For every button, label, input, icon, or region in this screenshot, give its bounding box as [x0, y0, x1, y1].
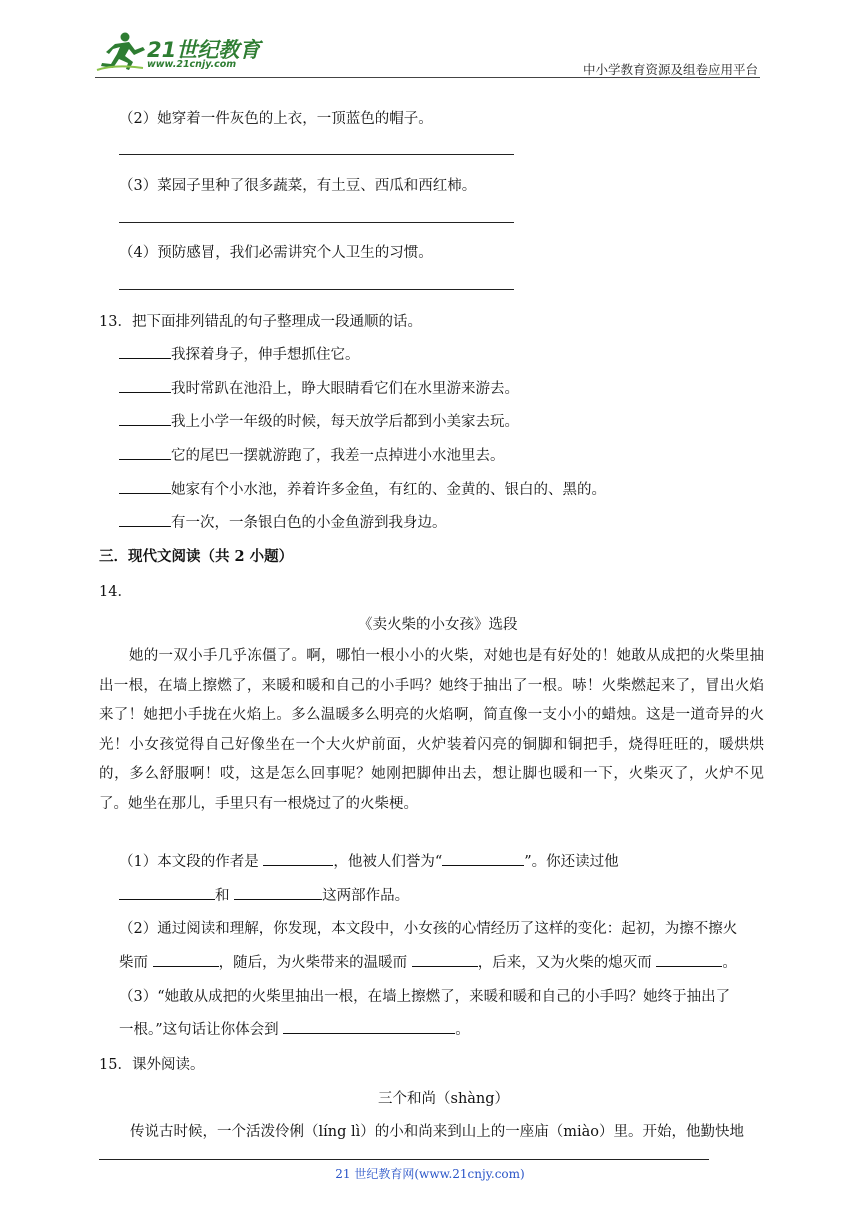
section-title: 三．现代文阅读（共 2 小题）: [99, 548, 294, 565]
q12-answer-line-4: [119, 289, 514, 290]
work-blank-1[interactable]: [119, 885, 215, 900]
platform-title: 中小学教育资源及组卷应用平台: [582, 62, 758, 77]
footer-divider: [99, 1159, 709, 1160]
q14-sub1-text: （1）本文段的作者是: [119, 854, 259, 870]
runner-logo-icon: [95, 30, 155, 76]
q14-passage-title: 《卖火柴的小女孩》选段: [358, 617, 518, 633]
q14-sub1-text: ”。你还读过他: [524, 854, 619, 870]
logo-sub-text: www.21cnjy.com: [147, 59, 237, 70]
feeling-blank-1[interactable]: [153, 952, 219, 967]
q13-sentence-row: [119, 444, 505, 465]
q14-sub1-text: ，他被人们誉为“: [333, 854, 443, 870]
title-blank[interactable]: [442, 851, 524, 866]
author-blank[interactable]: [263, 851, 333, 866]
q13-sentence-row: [119, 511, 447, 532]
q14-sub2-row2: [119, 951, 737, 972]
feeling-blank-2[interactable]: [412, 952, 478, 967]
q13-sentence-row: [119, 343, 360, 364]
q13-sentence: 我上小学一年级的时候，每天放学后都到小美家去玩。: [171, 414, 519, 430]
q13-sentence-row: [119, 478, 606, 499]
q13-blank[interactable]: [119, 344, 171, 359]
q12-answer-line-3: [119, 222, 514, 223]
page-header: [95, 30, 760, 80]
q14-sub2-text: 。: [722, 955, 737, 971]
footer-link[interactable]: 21 世纪教育网(www.21cnjy.com): [335, 1167, 525, 1181]
q14-sub3-text: 一根。”这句话让你体会到: [119, 1022, 279, 1038]
q13-sentence: 我探着身子，伸手想抓住它。: [171, 347, 360, 363]
feeling-blank-3[interactable]: [656, 952, 722, 967]
q13-sentence-row: [119, 410, 519, 431]
q13-blank[interactable]: [119, 411, 171, 426]
q13-blank[interactable]: [119, 445, 171, 460]
q14-sub1-text: 这两部作品。: [322, 888, 410, 904]
q13-blank[interactable]: [119, 479, 171, 494]
q13-blank[interactable]: [119, 512, 171, 527]
q12-item-3: （3）菜园子里种了很多蔬菜，有土豆、西瓜和西红柿。: [119, 178, 477, 194]
q13-title: 13．把下面排列错乱的句子整理成一段通顺的话。: [99, 314, 422, 330]
q14-sub2-row1: （2）通过阅读和理解，你发现，本文段中，小女孩的心情经历了这样的变化：起初，为擦不擦火: [119, 921, 738, 937]
q14-sub2-text: ，随后，为火柴带来的温暖而: [218, 955, 408, 971]
q14-sub1-row2: [119, 884, 409, 905]
feeling-answer-blank[interactable]: [283, 1019, 455, 1034]
q14-sub1-row1: [119, 850, 619, 871]
q14-sub3-row1: （3）“她敢从成把的火柴里抽出一根，在墙上擦燃了，来暖和暖和自己的小手吗？她终于抽出了: [119, 989, 731, 1005]
q15-passage-line: 传说古时候，一个活泼伶俐（líng lì）的小和尚来到山上的一座庙（miào）里。开始，他勤快地: [130, 1124, 745, 1140]
q13-sentence: 它的尾巴一摆就游跑了，我差一点掉进小水池里去。: [171, 448, 505, 464]
q15-passage-title: 三个和尚（shàng）: [378, 1091, 510, 1107]
q14-number: 14．: [99, 584, 132, 600]
q13-sentence: 她家有个小水池，养着许多金鱼，有红的、金黄的、银白的、黑的。: [171, 482, 606, 498]
logo: [95, 30, 265, 76]
q14-sub2-text: ，后来，又为火柴的熄灭而: [477, 955, 652, 971]
q12-item-4: （4）预防感冒，我们必需讲究个人卫生的习惯。: [119, 245, 433, 261]
q13-blank[interactable]: [119, 378, 171, 393]
q13-sentence-row: [119, 377, 519, 398]
q14-sub1-text: 和: [215, 888, 230, 904]
q12-item-2: （2）她穿着一件灰色的上衣，一顶蓝色的帽子。: [119, 111, 433, 127]
header-divider: [95, 77, 760, 78]
q14-sub3-row2: [119, 1018, 470, 1039]
q14-sub3-text: 。: [455, 1022, 470, 1038]
q14-passage: 她的一双小手几乎冻僵了。啊，哪怕一根小小的火柴，对她也是有好处的！她敢从成把的火柴里抽出一根，在墙上擦燃了，来暖和暖和自己的小手吗？她终于抽出了一根。哧！火柴燃起来了，冒出火焰来了！她把小手拢在火焰上。多么温暖多么明亮的火焰啊，简直像一支小小的蜡烛。这是一道奇异的火光！小女孩觉得自己好像坐在一个大火炉前面，火炉装着闪亮的铜脚和铜把手，烧得旺旺的，暖烘烘的，多么舒服啊！哎，这是怎么回事呢？她刚把脚伸出去，想让脚也暖和一下，火柴灭了，火炉不见了。她坐在那儿，手里只有一根烧过了的火柴梗。: [99, 648, 764, 812]
work-blank-2[interactable]: [234, 885, 322, 900]
q14-sub2-text: 柴而: [119, 955, 148, 971]
q12-answer-line-2: [119, 154, 514, 155]
logo-main-text: 21世纪教育: [147, 38, 261, 62]
q13-sentence: 有一次，一条银白色的小金鱼游到我身边。: [171, 515, 447, 531]
q13-sentence: 我时常趴在池沿上，睁大眼睛看它们在水里游来游去。: [171, 381, 519, 397]
q15-title: 15．课外阅读。: [99, 1057, 205, 1073]
